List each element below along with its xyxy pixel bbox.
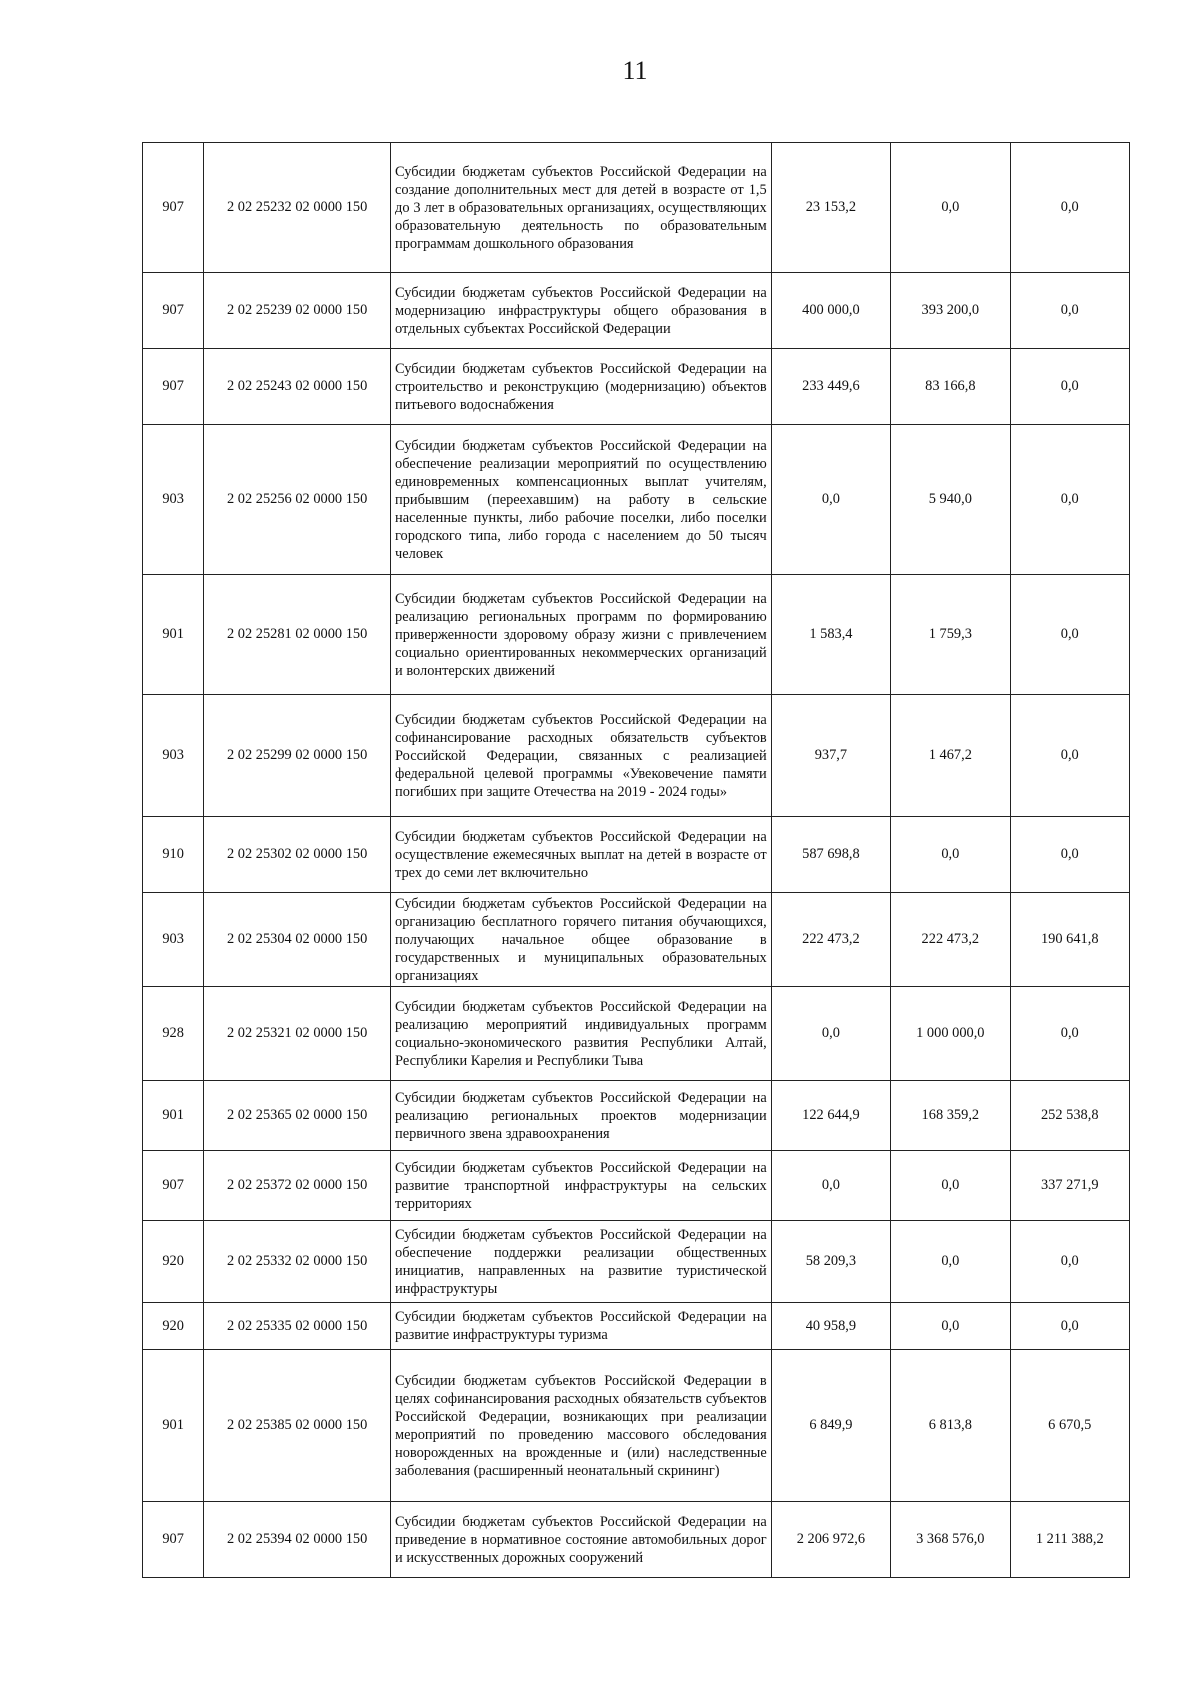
admin-code-cell: 920 [143,1303,204,1350]
table-row [143,1221,1130,1303]
revenue-name-cell: Субсидии бюджетам субъектов Российской Федерации на организацию бесплатного горячего питания обучающихся, получающих начальное общее образование в государственных и муниципальных образовательных организациях [391,893,772,987]
revenue-name-cell: Субсидии бюджетам субъектов Российской Федерации на строительство и реконструкцию (модернизацию) объектов питьевого водоснабжения [391,349,772,425]
admin-code-cell: 907 [143,1151,204,1221]
admin-code-cell: 903 [143,893,204,987]
table-row [143,575,1130,695]
revenue-name-cell: Субсидии бюджетам субъектов Российской Федерации на осуществление ежемесячных выплат на детей в возрасте от трех до семи лет включительно [391,817,772,893]
table-row [143,273,1130,349]
budget-classification-code-cell: 2 02 25281 02 0000 150 [204,575,391,695]
admin-code-cell: 903 [143,695,204,817]
amount-year-3-cell: 0,0 [1010,575,1129,695]
budget-classification-code-cell: 2 02 25302 02 0000 150 [204,817,391,893]
amount-year-1-cell: 222 473,2 [771,893,890,987]
amount-year-2-cell: 1 467,2 [891,695,1010,817]
amount-year-1-cell: 23 153,2 [771,143,890,273]
table-row [143,425,1130,575]
table-row [143,1350,1130,1502]
revenue-name-cell: Субсидии бюджетам субъектов Российской Федерации на софинансирование расходных обязательств субъектов Российской Федерации, связанных с реализацией федеральной целевой программы «Увековечение памяти погибших при защите Отечества на 2019 - 2024 годы» [391,695,772,817]
amount-year-2-cell: 3 368 576,0 [891,1502,1010,1578]
admin-code-cell: 928 [143,987,204,1081]
amount-year-1-cell: 937,7 [771,695,890,817]
amount-year-3-cell: 337 271,9 [1010,1151,1129,1221]
budget-classification-code-cell: 2 02 25385 02 0000 150 [204,1350,391,1502]
amount-year-2-cell: 0,0 [891,1303,1010,1350]
admin-code-cell: 907 [143,1502,204,1578]
admin-code-cell: 901 [143,1081,204,1151]
page-number: 11 [622,56,648,85]
admin-code-cell: 903 [143,425,204,575]
table-row [143,1303,1130,1350]
table-row [143,1081,1130,1151]
amount-year-2-cell: 0,0 [891,1221,1010,1303]
table-row [143,349,1130,425]
amount-year-1-cell: 58 209,3 [771,1221,890,1303]
revenue-name-cell: Субсидии бюджетам субъектов Российской Федерации на реализацию региональных программ по формированию приверженности здоровому образу жизни с привлечением социально ориентированных некоммерческих организаций и волонтерских движений [391,575,772,695]
budget-classification-code-cell: 2 02 25256 02 0000 150 [204,425,391,575]
budget-classification-code-cell: 2 02 25239 02 0000 150 [204,273,391,349]
amount-year-2-cell: 0,0 [891,143,1010,273]
revenue-name-cell: Субсидии бюджетам субъектов Российской Федерации на реализацию мероприятий индивидуальных программ социально-экономического развития Республики Алтай, Республики Карелия и Республики Тыва [391,987,772,1081]
revenue-name-cell: Субсидии бюджетам субъектов Российской Федерации на приведение в нормативное состояние автомобильных дорог и искусственных дорожных сооружений [391,1502,772,1578]
amount-year-2-cell: 0,0 [891,817,1010,893]
amount-year-2-cell: 1 759,3 [891,575,1010,695]
budget-classification-code-cell: 2 02 25299 02 0000 150 [204,695,391,817]
table-row [143,987,1130,1081]
amount-year-2-cell: 1 000 000,0 [891,987,1010,1081]
amount-year-3-cell: 0,0 [1010,273,1129,349]
amount-year-3-cell: 0,0 [1010,987,1129,1081]
amount-year-2-cell: 5 940,0 [891,425,1010,575]
admin-code-cell: 901 [143,575,204,695]
amount-year-1-cell: 2 206 972,6 [771,1502,890,1578]
budget-classification-code-cell: 2 02 25394 02 0000 150 [204,1502,391,1578]
amount-year-1-cell: 6 849,9 [771,1350,890,1502]
amount-year-2-cell: 393 200,0 [891,273,1010,349]
budget-revenue-table [142,142,1130,1578]
amount-year-1-cell: 0,0 [771,987,890,1081]
amount-year-1-cell: 122 644,9 [771,1081,890,1151]
amount-year-1-cell: 587 698,8 [771,817,890,893]
table-row [143,817,1130,893]
amount-year-3-cell: 0,0 [1010,817,1129,893]
table-row [143,695,1130,817]
amount-year-3-cell: 252 538,8 [1010,1081,1129,1151]
admin-code-cell: 910 [143,817,204,893]
budget-classification-code-cell: 2 02 25365 02 0000 150 [204,1081,391,1151]
revenue-name-cell: Субсидии бюджетам субъектов Российской Федерации на развитие инфраструктуры туризма [391,1303,772,1350]
revenue-name-cell: Субсидии бюджетам субъектов Российской Федерации на реализацию региональных проектов модернизации первичного звена здравоохранения [391,1081,772,1151]
budget-classification-code-cell: 2 02 25321 02 0000 150 [204,987,391,1081]
amount-year-3-cell: 6 670,5 [1010,1350,1129,1502]
budget-classification-code-cell: 2 02 25335 02 0000 150 [204,1303,391,1350]
revenue-name-cell: Субсидии бюджетам субъектов Российской Федерации на обеспечение реализации мероприятий по осуществлению единовременных компенсационных выплат учителям, прибывшим (переехавшим) на работу в сельские населенные пункты, либо рабочие поселки, либо поселки городского типа, либо города с населением до 50 тысяч человек [391,425,772,575]
amount-year-3-cell: 0,0 [1010,143,1129,273]
revenue-name-cell: Субсидии бюджетам субъектов Российской Федерации на развитие транспортной инфраструктуры на сельских территориях [391,1151,772,1221]
admin-code-cell: 907 [143,143,204,273]
table-row [143,893,1130,987]
revenue-name-cell: Субсидии бюджетам субъектов Российской Федерации на модернизацию инфраструктуры общего образования в отдельных субъектах Российской Федерации [391,273,772,349]
amount-year-3-cell: 0,0 [1010,1303,1129,1350]
amount-year-1-cell: 40 958,9 [771,1303,890,1350]
revenue-name-cell: Субсидии бюджетам субъектов Российской Федерации на создание дополнительных мест для детей в возрасте от 1,5 до 3 лет в образовательных организациях, осуществляющих образовательную деятельность по образовательным программам дошкольного образования [391,143,772,273]
amount-year-2-cell: 168 359,2 [891,1081,1010,1151]
amount-year-1-cell: 1 583,4 [771,575,890,695]
table-row [143,143,1130,273]
admin-code-cell: 907 [143,349,204,425]
budget-classification-code-cell: 2 02 25304 02 0000 150 [204,893,391,987]
amount-year-1-cell: 233 449,6 [771,349,890,425]
budget-classification-code-cell: 2 02 25372 02 0000 150 [204,1151,391,1221]
budget-classification-code-cell: 2 02 25332 02 0000 150 [204,1221,391,1303]
revenue-name-cell: Субсидии бюджетам субъектов Российской Федерации в целях софинансирования расходных обязательств субъектов Российской Федерации, возникающих при реализации мероприятий по проведению массового обследования новорожденных на врожденные и (или) наследственные заболевания (расширенный неонатальный скрининг) [391,1350,772,1502]
admin-code-cell: 907 [143,273,204,349]
amount-year-3-cell: 0,0 [1010,425,1129,575]
amount-year-3-cell: 0,0 [1010,349,1129,425]
amount-year-2-cell: 6 813,8 [891,1350,1010,1502]
amount-year-3-cell: 1 211 388,2 [1010,1502,1129,1578]
amount-year-3-cell: 190 641,8 [1010,893,1129,987]
admin-code-cell: 901 [143,1350,204,1502]
amount-year-3-cell: 0,0 [1010,695,1129,817]
amount-year-2-cell: 0,0 [891,1151,1010,1221]
admin-code-cell: 920 [143,1221,204,1303]
amount-year-1-cell: 400 000,0 [771,273,890,349]
amount-year-2-cell: 222 473,2 [891,893,1010,987]
budget-classification-code-cell: 2 02 25243 02 0000 150 [204,349,391,425]
table-row [143,1502,1130,1578]
budget-classification-code-cell: 2 02 25232 02 0000 150 [204,143,391,273]
amount-year-3-cell: 0,0 [1010,1221,1129,1303]
table-row [143,1151,1130,1221]
amount-year-2-cell: 83 166,8 [891,349,1010,425]
amount-year-1-cell: 0,0 [771,1151,890,1221]
amount-year-1-cell: 0,0 [771,425,890,575]
revenue-name-cell: Субсидии бюджетам субъектов Российской Федерации на обеспечение поддержки реализации общественных инициатив, направленных на развитие туристической инфраструктуры [391,1221,772,1303]
table-body [143,143,1130,1578]
